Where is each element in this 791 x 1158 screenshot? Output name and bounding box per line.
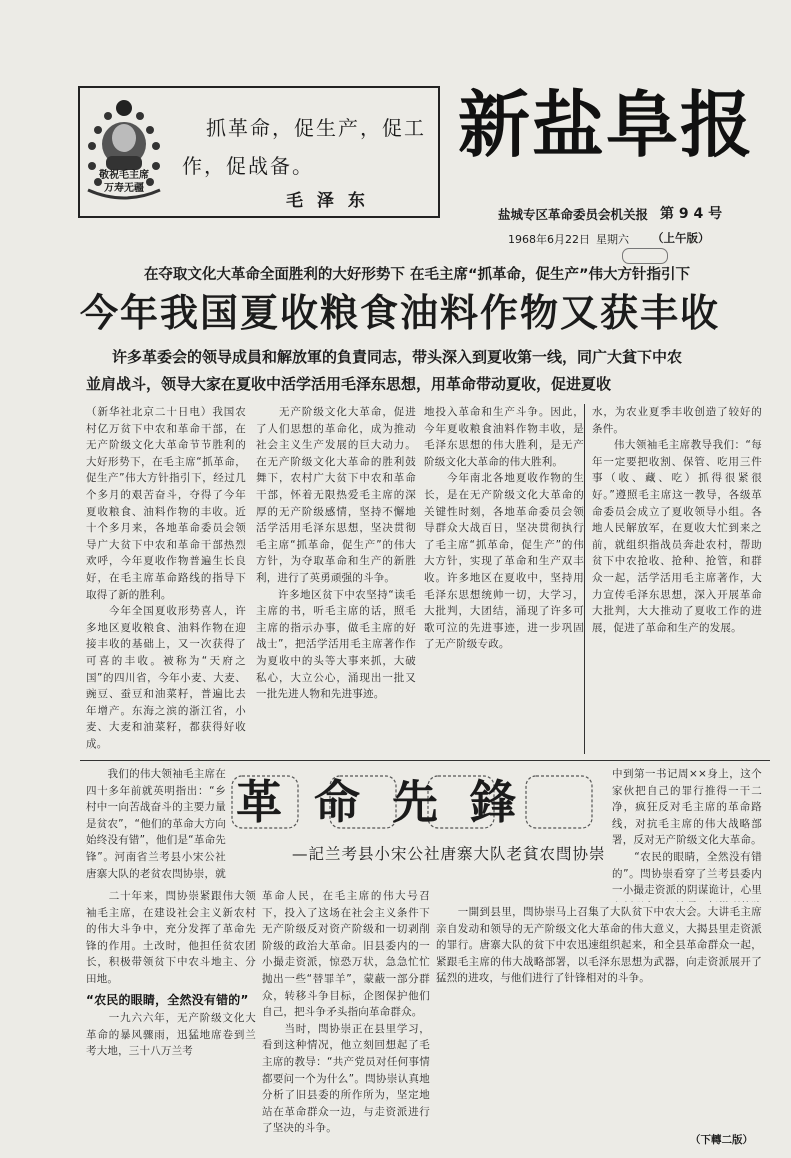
article2-heading: 革 命 先 鋒 — [236, 775, 525, 829]
mao-portrait-icon — [78, 86, 170, 214]
headline-deck-2: 並肩战斗，领导大家在夏收中活学活用毛泽东思想，用革命带动夏收，促进夏收 — [86, 375, 612, 393]
article2-column-3: 一開到县里，閆协崇马上召集了大队贫下中农大会。大讲毛主席亲自发动和领导的无产阶级文化大革命的伟大意义，大揭县里走资派的罪行。唐寨大队的贫下中农迅速组织起来，和全县革命群众一起，紧跟毛主席的伟大战略部署，以毛泽东思想为武器，向走资派展开了猛烈的进攻，与他们进行了针锋相对的斗争。 — [436, 906, 762, 985]
issue-edition: （上午版） — [652, 231, 710, 245]
article2-subhead: “农民的眼睛，全然没有错的” — [86, 992, 249, 1007]
article1-column-2: 无产阶级文化大革命，促进了人们思想的革命化，成为推动社会主义生产发展的巨大动力。在无产阶级文化大革命的胜利鼓舞下，农村广大贫下中农和革命干部，怀着无限热爱毛主席的深厚的无产阶级感情，坚持不懈地活学活用毛泽东思想，坚决贯彻毛主席“抓革命，促生产”的伟大方针，为夺取革命和生产的新胜利，进行了英勇顽强的斗争。 许多地区贫下中农坚持“读毛主席的书，听毛主席的话，照毛主席的指示办事，做毛主席的好战士”，把活学活用毛主席著作作为夏收中的头等大事来抓，大破私心，大立公心，涌现出一批又一批先进人物和先进事迹。 — [256, 406, 416, 701]
article2-column-1-tail: 一九六六年，无产阶级文化大革命的暴风骤雨，迅猛地席卷到兰考大地，三十八万兰考 — [86, 1012, 256, 1058]
publisher-line: 盐城专区革命委员会机关报 — [498, 207, 649, 222]
main-headline: 今年我国夏收粮食油料作物又获丰收 — [79, 291, 720, 335]
article1-column-3: 地投入革命和生产斗争。因此，今年夏收粮食油料作物丰收，是毛泽东思想的伟大胜利，是无产阶级文化大革命的伟大胜利。 今年南北各地夏收作物的生长，是在无产阶级文化大革命的关键性时刻，各地革命委员会领导群众大战百日，坚决贯彻执行了毛主席“抓革命，促生产”的伟大方针，实现了革命和生产双丰收。许多地区在夏收中，坚持用毛泽东思想统帅一切，大学习，大批判，大团结，涌现了许多可歌可泣的先进事迹，进一步巩固了无产阶级专政。 — [424, 406, 584, 651]
headline-kicker: 在夺取文化大革命全面胜利的大好形势下 在毛主席“抓革命，促生产”伟大方针指引下 — [143, 267, 691, 283]
headline-deck-1: 许多革委会的领导成員和解放軍的負責同志，带头深入到夏收第一线，同广大貧下中农 — [112, 348, 683, 366]
mao-quote-line-1: 抓革命，促生产，促工 — [206, 116, 426, 140]
section-divider — [80, 760, 770, 761]
article2-right-intro: 中到第一书记周××身上，这个家伙把自己的罪行推得一干二净，疯狂反对毛主席的革命路线，对抗毛主席的伟大战略部署，反对无产阶级文化大革命。 “农民的眼睛，全然没有错的”。閆协崇看穿了兰考县委内一小撮走资派的阴谋诡计，心里 — [612, 768, 762, 897]
newspaper-title: 新盐阜报 — [458, 83, 755, 167]
issue-weekday: 星期六 — [596, 233, 629, 246]
column-divider — [584, 404, 585, 754]
article1-column-1: （新华社北京二十日电）我国农村亿万贫下中农和革命干部，在无产阶级文化大革命节节胜利的大好形势下，在毛主席“抓革命，促生产”伟大方针指引下，经过几个多月的艰苦奋斗，夺得了今年夏收粮食、油料作物的丰收。近十个多月来，各地革命委员会领导广大贫下中农和革命干部热烈欢呼，今年夏收作物普遍生长良好，在毛主席革命路线的指导下取得了新的胜利。 今年全国夏收形势喜人，许多地区夏收粮食、油料作物在迎接丰收的基础上，又一次获得了可喜的丰收。被称为“天府之国”的四川省，今年小麦、大麦、豌豆、蚕豆和油菜籽，普遍比去年增产。东海之滨的浙江省，小麦、大麦和油菜籽，都获得好收成。 — [86, 406, 246, 750]
article2-subtitle: —記兰考县小宋公社唐寨大队老貧农閆协崇 — [292, 845, 606, 863]
article2-column-1 — [86, 888, 256, 1158]
portrait-caption-2: 万寿无疆 — [104, 183, 144, 194]
portrait-caption-1: 敬祝毛主席 — [99, 170, 149, 181]
article2-column-1-text: 二十年来，閆协崇紧跟伟大领袖毛主席，在建设社会主义新农村的伟大斗争中，充分发挥了革命先锋的作用。土改时，他担任贫农团长，积极带领贫下中农斗地主、分田地。 — [86, 890, 256, 985]
article2-column-2: 革命人民，在毛主席的伟大号召下，投入了这场在社会主义条件下无产阶级反对资产阶级和一切剥削阶级的政治大革命。旧县委内的一小撮走资派，惊恐万状，急急忙忙抛出一些“替罪羊”，蒙蔽一部分群众，转移斗争目标，企图保护他们自己，把斗争矛头指向革命群众。 当时，閆协崇正在县里学习，看到这种情况，他立刻回想起了毛主席的教导：“共产党员对任何事情都要问一个为什么”。閆协崇认真地分析了旧县委的所作所为，坚定地站在革命群众一边，与走资派进行了坚决的斗争。 — [262, 890, 430, 1135]
article2-intro: 我们的伟大领袖毛主席在四十多年前就英明指出：“乡村中一向苦战奋斗的主要力量是贫农”，“他们的革命大方向始终没有错”，他们是“革命先锋”。河南省兰考县小宋公社唐寨大队的老贫农閆协崇，就 — [86, 768, 226, 880]
continued-note: （下轉二版） — [690, 1134, 753, 1146]
issue-number: 第 9 4 号 — [660, 206, 723, 222]
mao-quote-author: 毛 泽 东 — [286, 191, 369, 211]
library-stamp-icon — [622, 248, 668, 264]
issue-date: 1968年6月22日 — [508, 233, 590, 246]
mao-quote-line-2: 作，促战备。 — [182, 154, 314, 178]
article1-column-4: 水，为农业夏季丰收创造了较好的条件。 伟大领袖毛主席教导我们：“每年一定要把收割、保管、吃用三件事（收、藏、吃）抓得很紧很好。”遵照毛主席这一教导，各级革命委员会成立了夏收领导小组。各地人民解放军，在夏收大忙到来之前，就组织指战员奔赴农村，帮助贫下中农抢收、抢种、抢管，和群众一起，活学活用毛主席著作，大力宣传毛泽东思想，深入开展革命大批判，大大推动了夏收工作的进展，促进了革命和生产的发展。 — [592, 406, 762, 634]
portrait-decoration — [78, 86, 170, 214]
